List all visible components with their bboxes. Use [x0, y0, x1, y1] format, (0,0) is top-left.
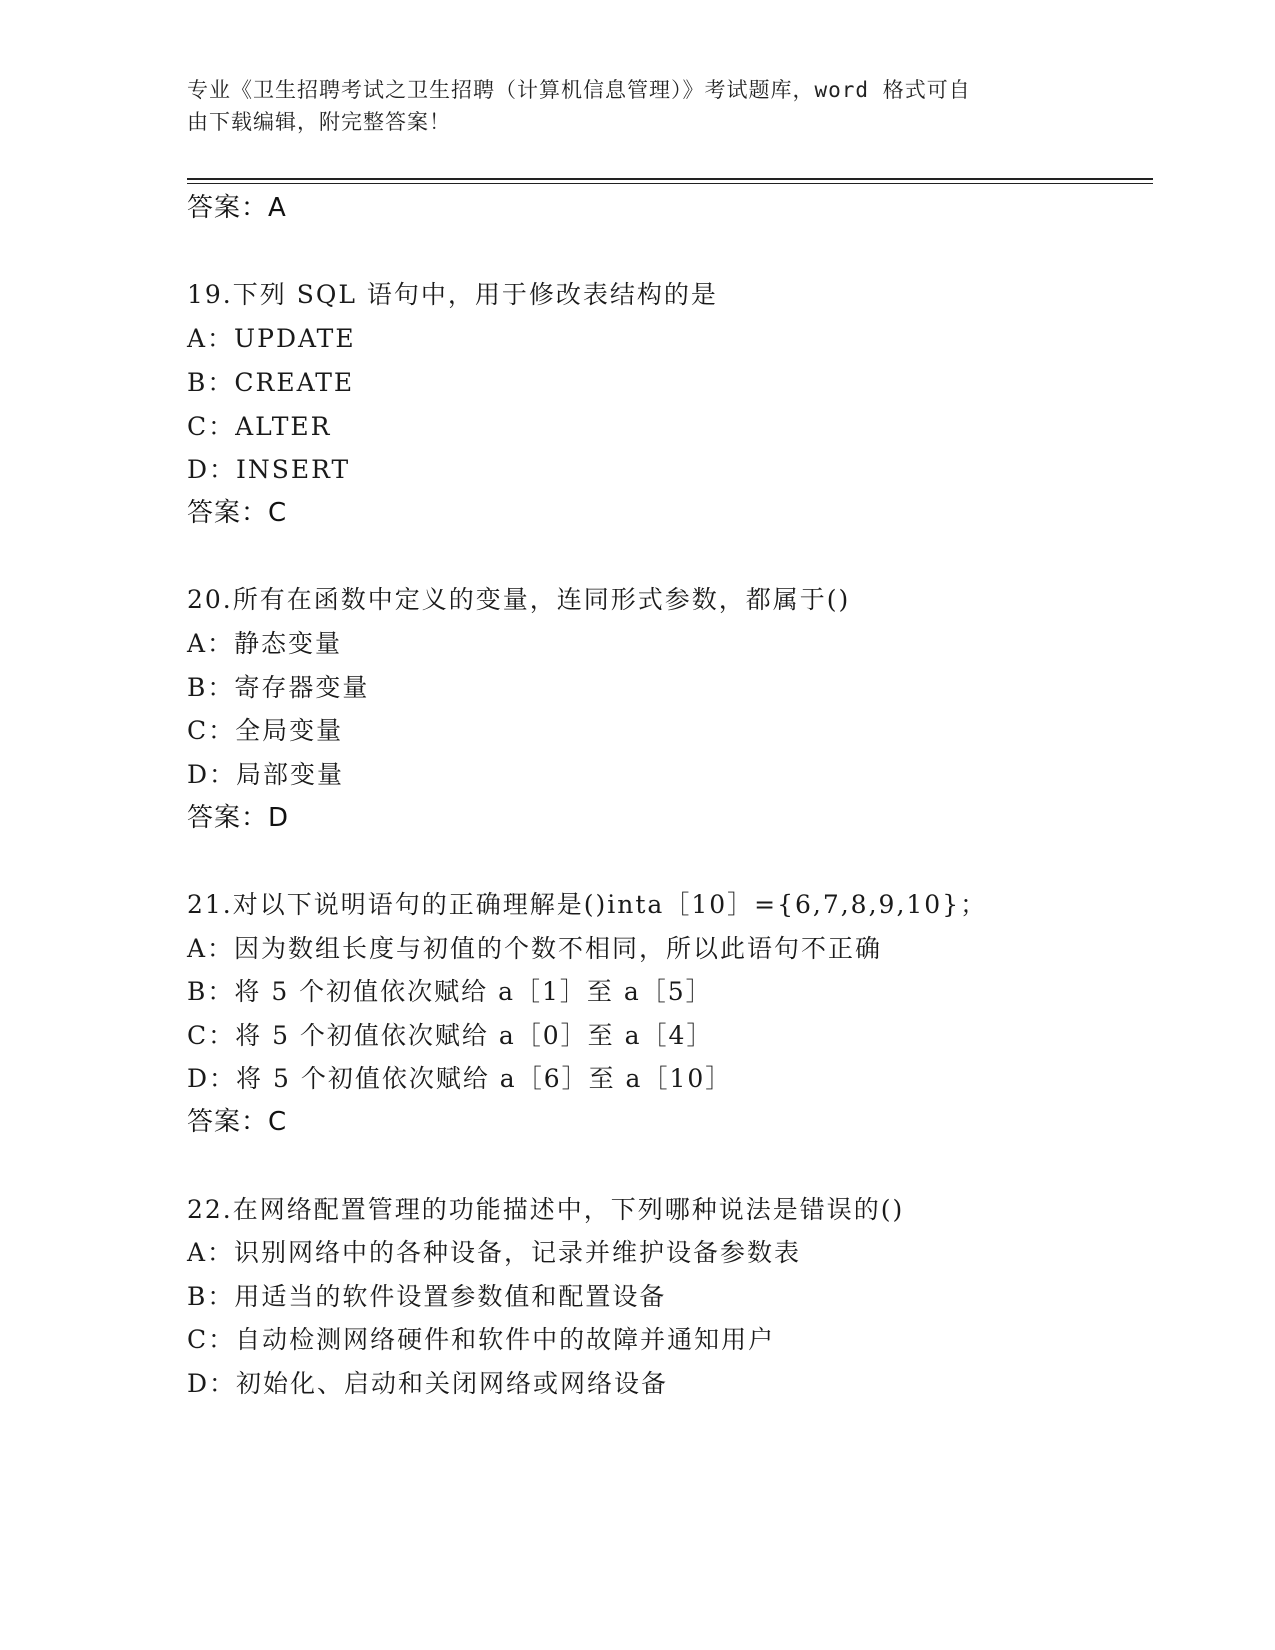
question-19-answer: 答案：C: [187, 498, 288, 528]
question-20-option-a: A：静态变量: [187, 629, 343, 658]
question-20-option-d: D：局部变量: [187, 760, 345, 789]
question-22-stem: 22.在网络配置管理的功能描述中，下列哪种说法是错误的(): [187, 1195, 905, 1224]
question-22-option-c: C：自动检测网络硬件和软件中的故障并通知用户: [187, 1325, 776, 1354]
question-19-option-c: C：ALTER: [187, 412, 332, 441]
header-line-1: 专业《卫生招聘考试之卫生招聘（计算机信息管理）》考试题库，word 格式可自: [187, 78, 971, 102]
question-19-stem: 19.下列 SQL 语句中，用于修改表结构的是: [187, 280, 718, 309]
question-22-option-d: D：初始化、启动和关闭网络或网络设备: [187, 1369, 669, 1398]
header-rule-thick: [187, 178, 1153, 180]
question-22-option-a: A：识别网络中的各种设备，记录并维护设备参数表: [187, 1238, 802, 1267]
question-20-answer: 答案：D: [187, 803, 290, 833]
header-rule-thin: [187, 183, 1153, 184]
question-20-option-b: B：寄存器变量: [187, 673, 370, 702]
question-21-option-b: B：将 5 个初值依次赋给 a［1］至 a［5］: [187, 977, 713, 1006]
question-21-stem: 21.对以下说明语句的正确理解是()inta［10］={6,7,8,9,10}；: [187, 890, 988, 919]
question-20-option-c: C：全局变量: [187, 716, 344, 745]
question-22-option-b: B：用适当的软件设置参数值和配置设备: [187, 1282, 667, 1311]
question-20-stem: 20.所有在函数中定义的变量，连同形式参数，都属于(): [187, 585, 851, 614]
question-19-option-a: A：UPDATE: [187, 324, 356, 353]
question-19-option-d: D：INSERT: [187, 455, 351, 484]
question-21-option-c: C：将 5 个初值依次赋给 a［0］至 a［4］: [187, 1021, 714, 1050]
question-19-option-b: B：CREATE: [187, 368, 355, 397]
question-21-option-d: D：将 5 个初值依次赋给 a［6］至 a［10］: [187, 1064, 733, 1093]
document-header: [187, 74, 1067, 138]
header-line-2: 由下载编辑，附完整答案！: [187, 110, 451, 134]
question-21-answer: 答案：C: [187, 1107, 288, 1137]
answer-previous: 答案：A: [187, 193, 287, 223]
question-21-option-a: A：因为数组长度与初值的个数不相同，所以此语句不正确: [187, 934, 883, 963]
